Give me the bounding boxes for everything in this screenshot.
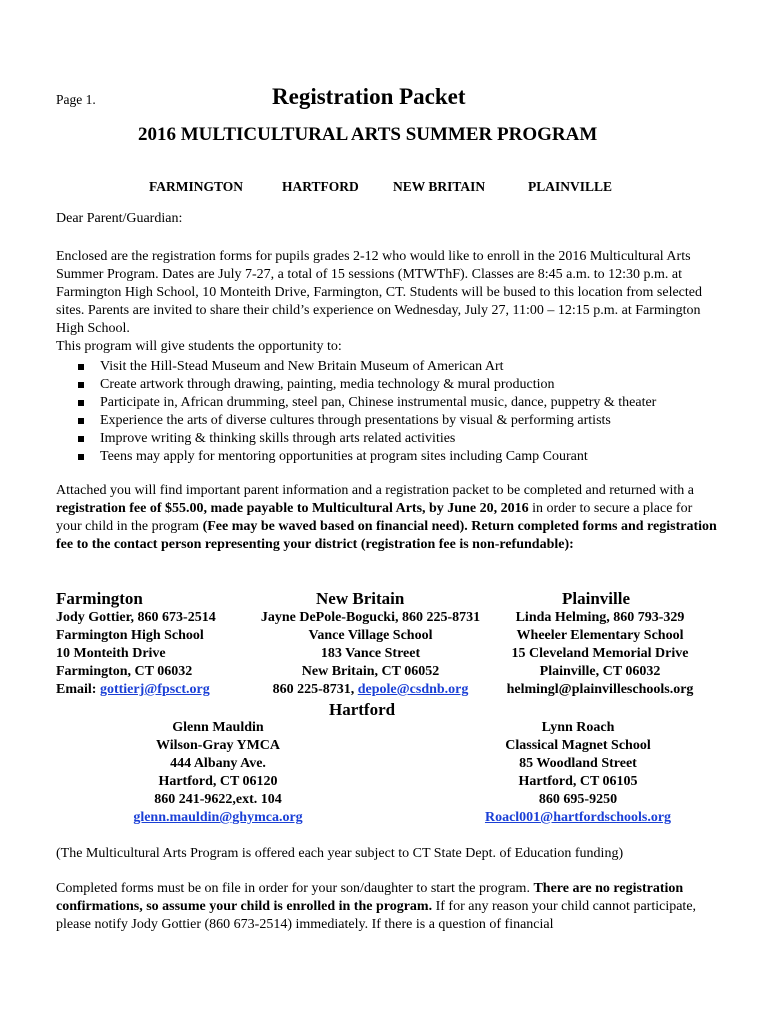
contact-street: 183 Vance Street (320, 646, 421, 661)
intro-text: Enclosed are the registration forms for pupils grades 2-12 who would like to enroll in the 2016 Multicultural Arts Summer Program. Dates are July 7-27, a total of 15 sessions (MTWThF). Classes are 8:45 a.m. to 12:30 p.m. at Farmington High School, 10 Monteith Drive, Farmington, CT. Students will be bused to this location from selected sites. Parents are invited to share their child’s experience on Wednesday, July 27, 11:00 – 12:15 p.m. at Farmington High School. (56, 249, 703, 336)
list-item-text: Participate in, African drumming, steel pan, Chinese instrumental music, dance, puppetry & theater (100, 395, 657, 410)
contact-phone: 860 241-9622,ext. 104 (154, 792, 282, 807)
bullet-icon (78, 400, 84, 406)
contact-name: Jayne DePole-Bogucki, 860 225-8731 (260, 610, 481, 625)
list-item (78, 412, 656, 430)
bullet-icon (78, 418, 84, 424)
intro-paragraph (56, 248, 720, 356)
contact-name: Glenn Mauldin (172, 720, 264, 735)
list-item-text: Create artwork through drawing, painting, media technology & mural production (100, 377, 555, 392)
email-label: Email: (56, 682, 100, 697)
contact-phone: 860 695-9250 (538, 792, 618, 807)
page-title: Registration Packet (272, 84, 466, 109)
new-britain-contact (248, 609, 493, 699)
list-item-text: Teens may apply for mentoring opportunities at program sites including Camp Courant (100, 449, 588, 464)
hartford-classical-email-link[interactable]: Roacl001@hartfordschools.org (484, 810, 672, 825)
contact-name: Linda Helming, 860 793-329 (515, 610, 685, 625)
contact-org: Classical Magnet School (505, 738, 651, 753)
bullet-icon (78, 364, 84, 370)
hartford-contact-classical (468, 719, 688, 827)
farmington-heading: Farmington (56, 589, 143, 608)
town-new-britain: NEW BRITAIN (393, 179, 486, 194)
contact-street: 85 Woodland Street (519, 756, 637, 771)
bullet-icon (78, 454, 84, 460)
list-item (78, 448, 656, 466)
fee-notice: registration fee of $55.00, made payable to Multicultural Arts, by June 20, 2016 (56, 501, 529, 516)
hartford-ymca-email-link[interactable]: glenn.mauldin@ghymca.org (133, 810, 303, 825)
list-item-text: Visit the Hill-Stead Museum and New Britain Museum of American Art (100, 359, 504, 374)
list-item (78, 430, 656, 448)
list-item (78, 394, 656, 412)
new-britain-heading: New Britain (316, 589, 405, 608)
list-item (78, 358, 656, 376)
page-number: Page 1. (56, 92, 96, 107)
town-hartford: HARTFORD (282, 179, 359, 194)
contact-city: Farmington, CT 06032 (56, 664, 193, 679)
contact-city: Hartford, CT 06120 (158, 774, 278, 789)
contact-street: 444 Albany Ave. (170, 756, 266, 771)
completed-paragraph (56, 880, 720, 934)
contact-city: Plainville, CT 06032 (539, 664, 661, 679)
contact-name: Lynn Roach (541, 720, 615, 735)
contact-city: New Britain, CT 06052 (301, 664, 440, 679)
contact-phone: 860 225-8731, (272, 682, 358, 697)
contact-school: Wheeler Elementary School (516, 628, 684, 643)
completed-text-2: If for any reason your child cannot participate, please notify Jody Gottier (860 673-2514) immediately. If there is a question of financial (56, 899, 697, 932)
list-item-text: Experience the arts of diverse cultures through presentations by visual & performing artists (100, 413, 611, 428)
contact-street: 10 Monteith Drive (56, 646, 166, 661)
plainville-contact (494, 609, 706, 699)
town-plainville: PLAINVILLE (528, 179, 613, 194)
attached-text-2: in order to secure a place for your child in the program (56, 501, 693, 534)
list-item (78, 376, 656, 394)
contact-school: Vance Village School (308, 628, 433, 643)
opportunity-list (78, 358, 656, 466)
contact-name: Jody Gottier, 860 673-2514 (56, 610, 216, 625)
funding-note: (The Multicultural Arts Program is offered each year subject to CT State Dept. of Education funding) (56, 846, 624, 861)
hartford-contact-ymca (118, 719, 318, 827)
new-britain-email-link[interactable]: depole@csdnb.org (357, 682, 469, 697)
completed-text: Completed forms must be on file in order for your son/daughter to start the program. (56, 881, 534, 896)
plainville-heading: Plainville (562, 589, 630, 608)
attached-paragraph (56, 482, 720, 554)
list-item-text: Improve writing & thinking skills through arts related activities (100, 431, 456, 446)
contact-school: Farmington High School (56, 628, 204, 643)
farmington-email-link[interactable]: gottierj@fpsct.org (99, 682, 210, 697)
program-subtitle: 2016 MULTICULTURAL ARTS SUMMER PROGRAM (138, 124, 598, 145)
hartford-heading: Hartford (329, 700, 396, 719)
fee-waiver-notice: (Fee may be waved based on financial need). Return completed forms and registration fee to the contact person representing your district (registration fee is non-refundable): (56, 519, 717, 552)
bullet-icon (78, 382, 84, 388)
opportunity-lead: This program will give students the opportunity to: (56, 339, 342, 354)
farmington-contact (56, 609, 216, 699)
contact-street: 15 Cleveland Memorial Drive (511, 646, 689, 661)
attached-text: Attached you will find important parent information and a registration packet to be completed and returned with a (56, 483, 694, 498)
contact-org: Wilson-Gray YMCA (155, 738, 281, 753)
town-farmington: FARMINGTON (149, 179, 243, 194)
confirmation-notice: There are no registration confirmations, so assume your child is enrolled in the program. (56, 881, 684, 914)
bullet-icon (78, 436, 84, 442)
contact-city: Hartford, CT 06105 (518, 774, 638, 789)
salutation: Dear Parent/Guardian: (56, 211, 183, 226)
contact-email: helmingl@plainvilleschools.org (506, 682, 694, 697)
